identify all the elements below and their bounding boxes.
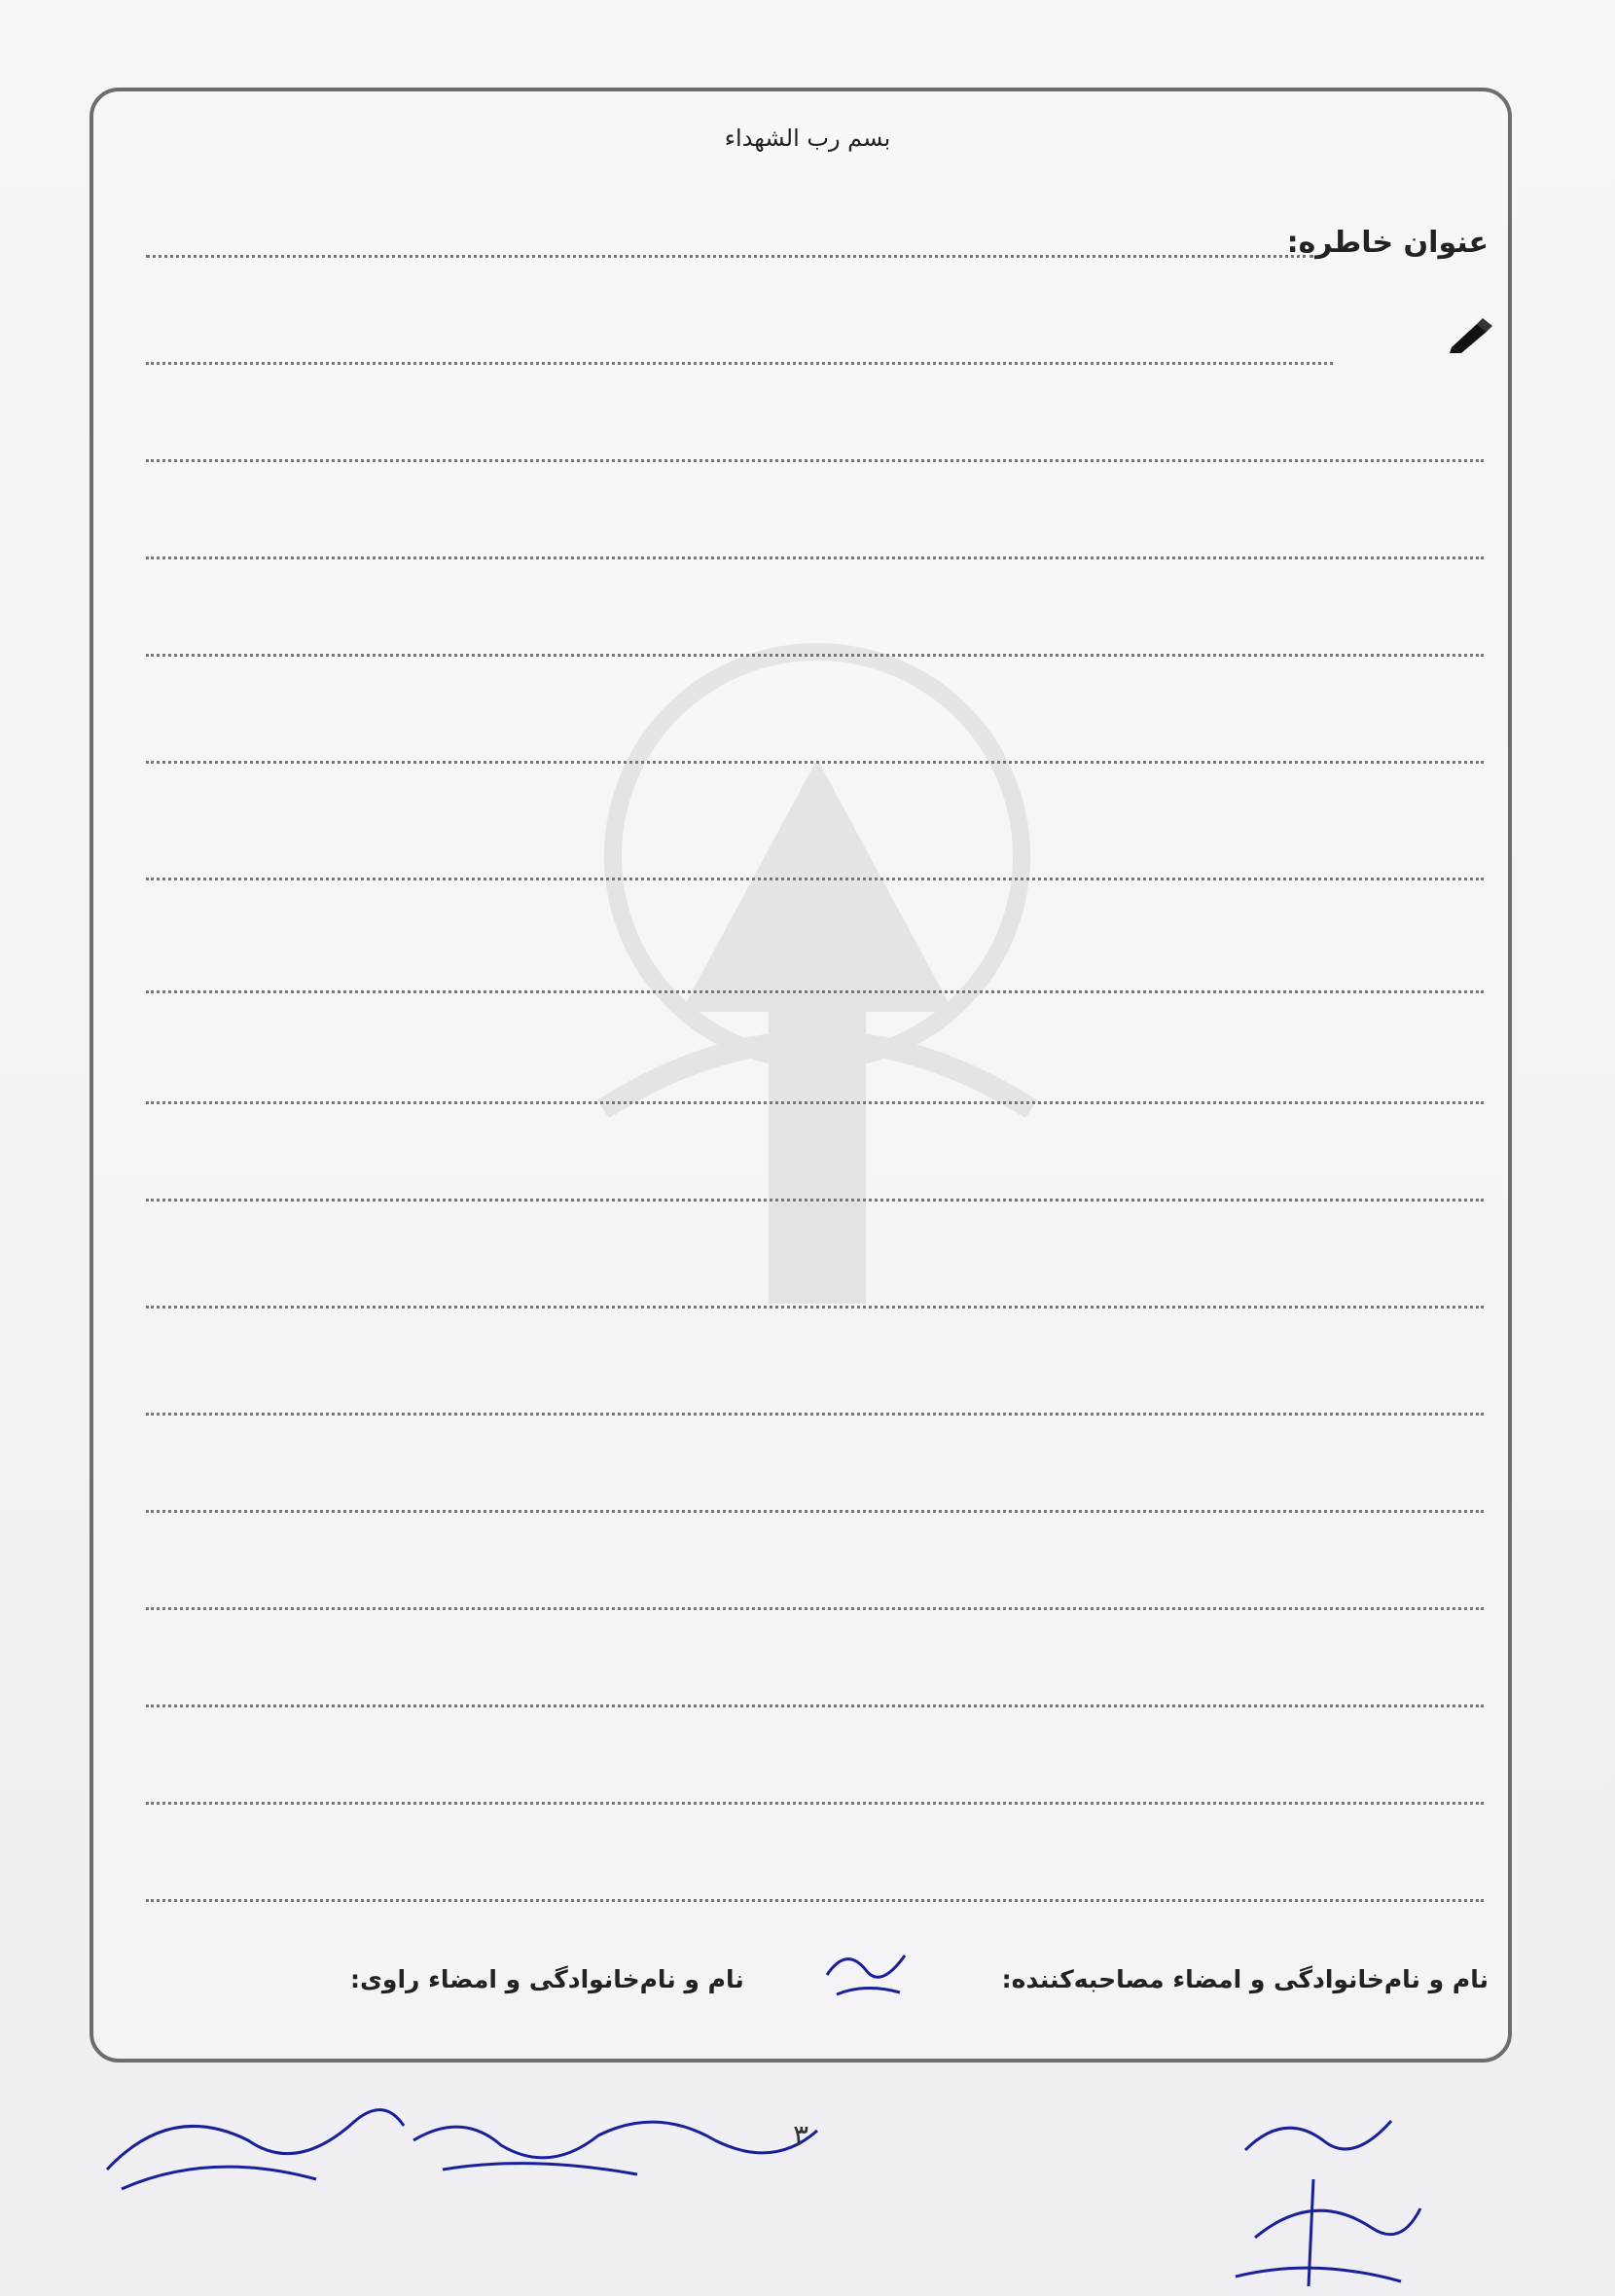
- writing-line: [146, 1510, 1484, 1513]
- writing-line: [146, 556, 1484, 559]
- writing-line: [146, 1413, 1484, 1416]
- supervisor-signature: [1197, 2092, 1430, 2296]
- writing-line: [146, 1802, 1484, 1805]
- form-frame: [90, 88, 1512, 2063]
- pen-icon: [1448, 316, 1498, 355]
- writing-line: [146, 1199, 1484, 1202]
- writing-line: [146, 1704, 1484, 1707]
- narrator-signature: [92, 2082, 832, 2218]
- header-title: بسم رب الشهداء: [724, 125, 891, 152]
- writing-line: [146, 1101, 1484, 1104]
- memory-title-line: [146, 255, 1313, 258]
- writing-line: [146, 654, 1484, 657]
- narrator-signature-label: نام و نام‌خانوادگی و امضاء راوی:: [350, 1965, 744, 1993]
- writing-line: [146, 1306, 1484, 1309]
- writing-line: [146, 990, 1484, 993]
- writing-line: [146, 459, 1484, 462]
- writing-line: [146, 878, 1484, 880]
- page-number: ۳: [793, 2119, 809, 2153]
- interviewer-signature-label: نام و نام‌خانوادگی و امضاء مصاحبه‌کننده:: [1001, 1965, 1489, 1993]
- writing-line: [146, 362, 1333, 365]
- memory-title-label: عنوان خاطره:: [1286, 226, 1489, 260]
- writing-line: [146, 1899, 1484, 1902]
- writing-line: [146, 1607, 1484, 1610]
- interviewer-initial-signature: [817, 1936, 915, 2004]
- signature-footer: [126, 1965, 1489, 2024]
- writing-line: [146, 761, 1484, 764]
